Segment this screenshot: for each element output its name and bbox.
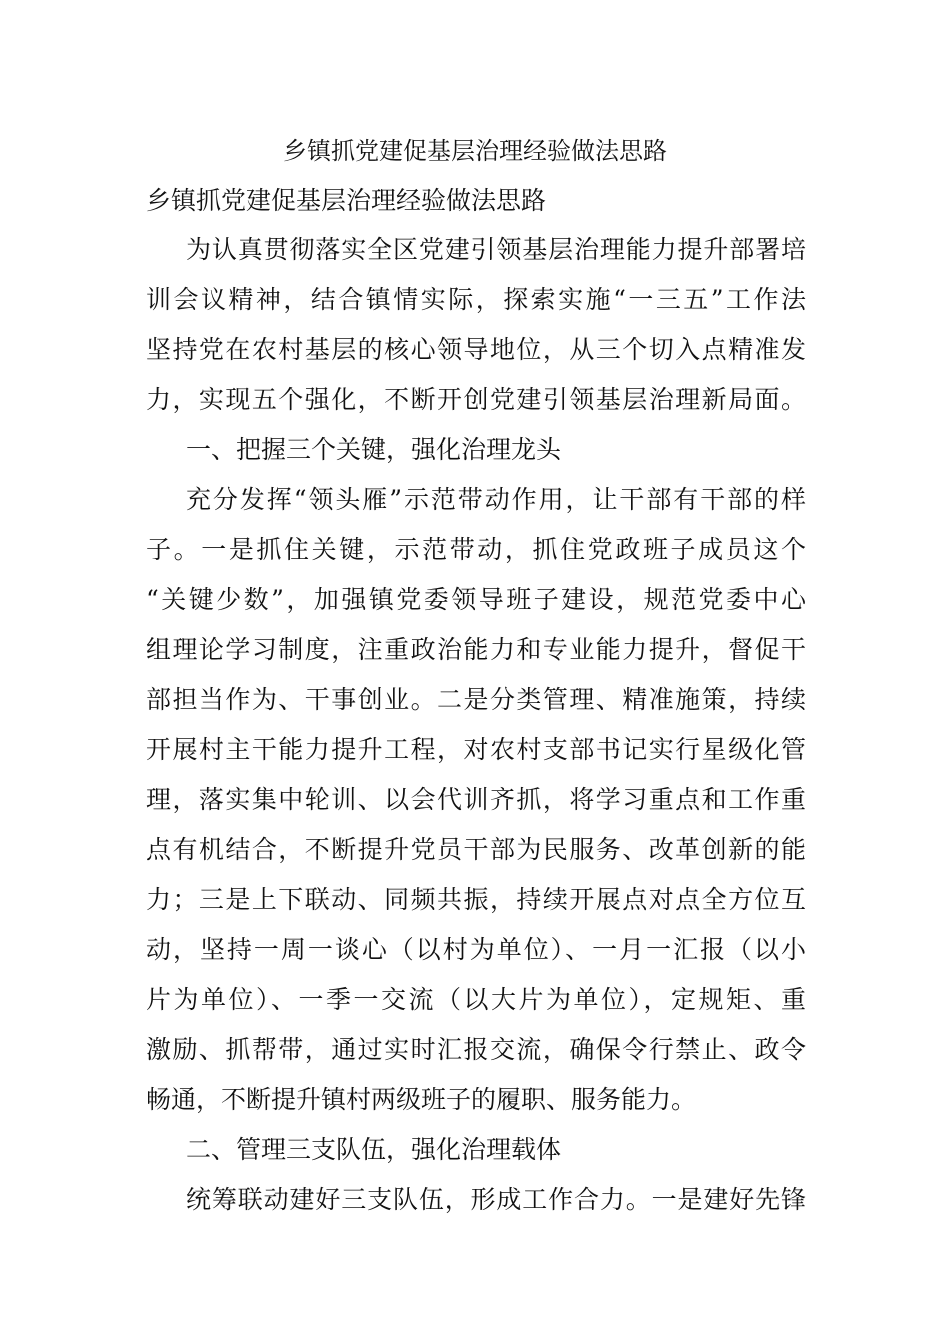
paragraph-line: 力，实现五个强化，不断开创党建引领基层治理新局面。 xyxy=(146,385,806,414)
paragraph-line: 力；三是上下联动、同频共振，持续开展点对点全方位互 xyxy=(146,885,806,914)
paragraph-line: 开展村主干能力提升工程，对农村支部书记实行星级化管 xyxy=(146,735,806,764)
paragraph-line: 充分发挥“领头雁”示范带动作用，让干部有干部的样 xyxy=(186,485,806,514)
paragraph-line: 坚持党在农村基层的核心领导地位，从三个切入点精准发 xyxy=(146,335,806,364)
section-heading: 二、管理三支队伍，强化治理载体 xyxy=(186,1135,562,1164)
paragraph-line: 理，落实集中轮训、以会代训齐抓，将学习重点和工作重 xyxy=(146,785,806,814)
paragraph-line: 训会议精神，结合镇情实际，探索实施“一三五”工作法 xyxy=(146,285,806,314)
paragraph-line: 统筹联动建好三支队伍，形成工作合力。一是建好先锋 xyxy=(186,1185,806,1214)
section-heading: 一、把握三个关键，强化治理龙头 xyxy=(186,435,562,464)
paragraph-line: 激励、抓帮带，通过实时汇报交流，确保令行禁止、政令 xyxy=(146,1035,806,1064)
document-subtitle: 乡镇抓党建促基层治理经验做法思路 xyxy=(146,186,547,215)
paragraph-line: 畅通，不断提升镇村两级班子的履职、服务能力。 xyxy=(146,1085,697,1114)
paragraph-line: 动，坚持一周一谈心（以村为单位）、一月一汇报（以小 xyxy=(146,935,806,964)
paragraph-line: 部担当作为、干事创业。二是分类管理、精准施策，持续 xyxy=(146,685,806,714)
paragraph-line: 子。一是抓住关键，示范带动，抓住党政班子成员这个 xyxy=(146,535,806,564)
document-title: 乡镇抓党建促基层治理经验做法思路 xyxy=(283,137,667,165)
paragraph-line: 为认真贯彻落实全区党建引领基层治理能力提升部署培 xyxy=(186,235,806,264)
paragraph-line: 组理论学习制度，注重政治能力和专业能力提升，督促干 xyxy=(146,635,806,664)
paragraph-line: 片为单位）、一季一交流（以大片为单位），定规矩、重 xyxy=(146,985,806,1014)
paragraph-line: “关键少数”，加强镇党委领导班子建设，规范党委中心 xyxy=(146,585,806,614)
paragraph-line: 点有机结合，不断提升党员干部为民服务、改革创新的能 xyxy=(146,835,806,864)
